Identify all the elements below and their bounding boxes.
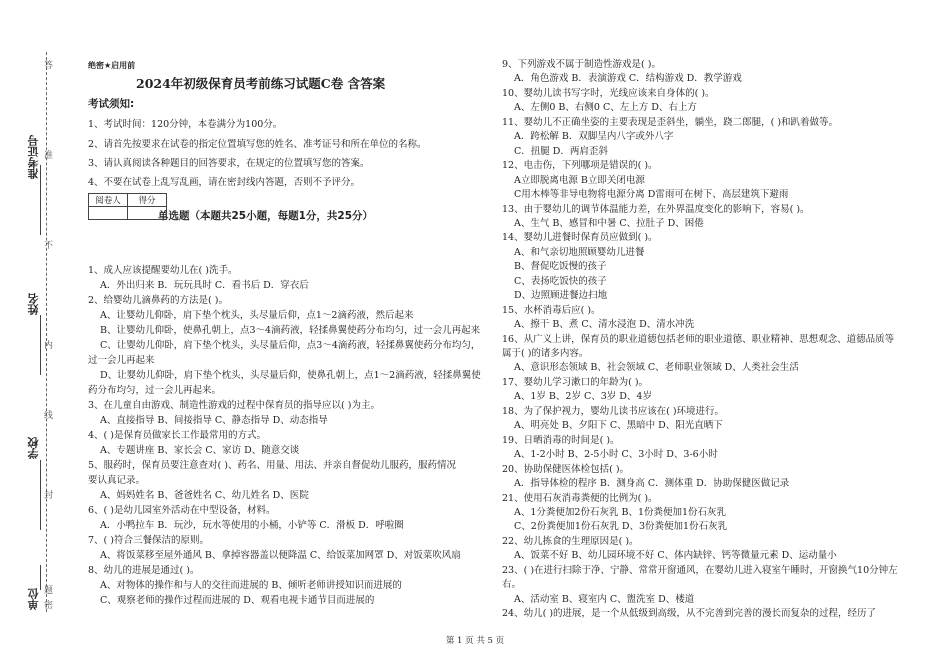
answer-option: C用木棒等非导电物将电源分离 D雷雨可在树下、高层建筑下避雨 (514, 189, 789, 201)
score-table (88, 193, 167, 220)
score-table-header: 阅卷人 (89, 194, 128, 207)
answer-option: D、边照顾进餐边扫地 (514, 290, 608, 302)
question-stem: 21、使用石灰消毒粪便的比例为( )。 (502, 492, 658, 504)
page-title: 2024年初级保育员考前练习试题C卷 含答案 (136, 76, 386, 91)
answer-option: A．跨松解 B．双脚呈内八字或外八字 (514, 131, 674, 143)
question-stem: 18、为了保护视力，婴幼儿读书应该在( )环境进行。 (502, 405, 725, 417)
notice-item: 2、请首先按要求在试卷的指定位置填写您的姓名、准考证号和所在单位的名称。 (88, 139, 427, 150)
grader-cell[interactable] (89, 207, 128, 220)
question-stem: 10、婴幼儿读书写字时，光线应该来自身体的( )。 (502, 87, 715, 99)
sidebar-label-unit: 单位 (27, 588, 40, 610)
answer-option: A．角色游戏 B．表演游戏 C．结构游戏 D．教学游戏 (514, 73, 742, 85)
question-stem: 14、婴幼儿进餐时保育员应做到( )。 (502, 232, 658, 244)
question-stem: 5、服药时，保育员要注意查对( )、药名、用量、用法、并亲自督促幼儿服药，服药情况 (88, 460, 456, 471)
answer-option: A．指导体检的程序 B．测身高 C．测体重 D．协助保健医做记录 (514, 478, 790, 490)
secret-label: 绝密★启用前 (88, 61, 136, 70)
question-stem: 1、成人应该提醒要幼儿在( )洗手。 (88, 265, 238, 276)
notice-item: 3、请认真阅读各种题目的回答要求，在规定的位置填写您的答案。 (88, 158, 370, 169)
answer-option: D、让婴幼儿仰卧，肩下垫个枕头，头尽量后仰，使鼻孔朝上，点1～2滴药液，轻揉鼻翼使 (100, 370, 481, 381)
question-stem: 24、幼儿( )的进展，是一个从低级到高级，从不完善到完善的漫长而复杂的过程，经历了 (502, 608, 877, 620)
question-stem: 17、婴幼儿学习漱口的年龄为( )。 (502, 376, 649, 388)
question-stem: 19、日晒消毒的时间是( )。 (502, 434, 620, 446)
question-stem: 12、电击伤，下列哪项是错误的( )。 (502, 160, 658, 172)
answer-option: A、明亮处 B、夕阳下 C、黑暗中 D、阳光直晒下 (514, 420, 723, 432)
question-stem: 13、由于婴幼儿的调节体温能力差，在外界温度变化的影响下，容易( )。 (502, 203, 810, 215)
question-stem: 20、协助保健医体检包括( )。 (502, 463, 630, 475)
question-stem: 7、( )符合三餐保洁的原则。 (88, 535, 209, 546)
seal-mark: 内 (42, 340, 52, 349)
answer-option: A、1分粪便加2份石灰乳 B、1份粪便加1份石灰乳 (514, 506, 727, 518)
question-stem: 2、给婴幼儿滴鼻药的方法是( )。 (88, 295, 228, 306)
sidebar-label-name: 姓名 (27, 293, 40, 315)
exam-number-field[interactable] (40, 165, 41, 235)
answer-option: 药分布均匀，过一会儿再起来。 (88, 385, 222, 396)
question-stem: 8、幼儿的进展是通过( )。 (88, 565, 200, 576)
answer-option: A、妈妈姓名 B、爸爸姓名 C、幼儿姓名 D、医院 (100, 490, 309, 501)
answer-option: C、让婴幼儿仰卧，肩下垫个枕头，头尽量后仰，点3～4滴药液，轻揉鼻翼使药分布均匀， (100, 340, 481, 351)
seal-mark: 不 (42, 240, 52, 249)
question-stem: 3、在儿童自由游戏、制造性游戏的过程中保育员的指导应以( )为主。 (88, 400, 380, 411)
score-cell[interactable] (128, 207, 167, 220)
question-stem: 11、婴幼儿不正确坐姿的主要表现是歪斜坐，躺坐，跷二郎腿，( )和趴着做等。 (502, 116, 839, 128)
answer-option: A、将饭菜移至屋外通风 B、拿掉容器盖以便降温 C、给饭菜加网罩 D、对饭菜吹风扇 (100, 550, 461, 561)
answer-option: A、1岁 B、2岁 C、3岁 D、4岁 (514, 391, 652, 403)
binding-margin (0, 0, 60, 671)
answer-option: A、让婴幼儿仰卧，肩下垫个枕头，头尽量后仰，点1～2滴药液，然后起来 (100, 310, 414, 321)
question-stem: 22、幼儿拣食的生理原因是( )。 (502, 535, 639, 547)
answer-option: A、擦干 B、煮 C、清水浸泡 D、清水冲洗 (514, 319, 695, 331)
seal-line (46, 52, 47, 612)
answer-option: C、表扬吃饭快的孩子 (514, 275, 607, 287)
answer-option: 要认真记录。 (88, 475, 146, 486)
score-table-header: 得分 (128, 194, 167, 207)
sidebar-label-school: 学校 (27, 437, 40, 459)
answer-option: B、让婴幼儿仰卧，使鼻孔朝上，点3～4滴药液，轻揉鼻翼使药分布均匀，过一会儿再起来 (100, 325, 481, 336)
answer-option: A、1-2小时 B、2-5小时 C、3小时 D、3-6小时 (514, 449, 718, 461)
answer-option: A、活动室 B、寝室内 C、盥洗室 D、楼道 (514, 593, 695, 605)
question-stem: 9、下列游戏不属于制造性游戏是( )。 (502, 59, 661, 70)
answer-option: A、意识形态领域 B、社会领域 C、老师职业领域 D、人类社会生活 (514, 362, 799, 374)
notice-item: 1、考试时间：120分钟，本卷满分为100分。 (88, 119, 283, 130)
answer-option: 过一会儿再起来 (88, 355, 155, 366)
question-stem: 4、( )是保育员做家长工作最常用的方式。 (88, 430, 266, 441)
answer-option: A、专题讲座 B、家长会 C、家访 D、随意交谈 (100, 445, 300, 456)
answer-option: 右。 (502, 579, 522, 591)
section-title: 单选题（本题共25小题，每题1分，共25分） (158, 210, 374, 222)
answer-option: A立即脱离电源 B立即关闭电源 (514, 174, 645, 186)
seal-mark: 封 (42, 490, 52, 499)
seal-mark: 准 (42, 150, 52, 159)
answer-option: C．扭腿 D．两肩歪斜 (514, 145, 608, 157)
seal-mark: 线 (42, 410, 52, 419)
seal-mark: 密 (42, 600, 52, 609)
question-stem: 23、( )在进行扫除于净、宁静、常常开窗通风，在婴幼儿进入寝室午睡时，开窗换气10分钟左 (502, 564, 898, 576)
answer-option: A、生气 B、感冒和中暑 C、拉肚子 D、困倦 (514, 217, 704, 229)
seal-mark: 题 (42, 585, 52, 594)
question-stem: 15、水杯消毒后应( )。 (502, 304, 601, 316)
sidebar-label-exam-number: 准考证号 (27, 135, 40, 179)
answer-option: C、观察老师的操作过程而进展的 D、观看电视卡通节目而进展的 (100, 595, 375, 606)
answer-option: A、饭菜不好 B、幼儿园环境不好 C、体内缺锌、钙等微量元素 D、运动量小 (514, 550, 837, 562)
answer-option: A、对物体的操作和与人的交往而进展的 B、倾听老师讲授知识而进展的 (100, 580, 402, 591)
page-footer: 第 1 页 共 5 页 (445, 636, 505, 646)
answer-option: A．外出归来 B．玩玩具时 C．看书后 D．穿衣后 (100, 280, 309, 291)
question-stem: 16、从广义上讲，保育员的职业道德包括老师的职业道德、职业精神、思想观念、道德品质等 (502, 333, 895, 345)
answer-option: A、左侧0 B、右侧0 C、左上方 D、右上方 (514, 102, 697, 114)
notice-item: 4、不要在试卷上乱写乱画，请在密封线内答题，否则不予评分。 (88, 177, 361, 188)
answer-option: A、直接指导 B、间接指导 C、静态指导 D、动态指导 (100, 415, 328, 426)
answer-option: 属于( )的诸多内容。 (502, 348, 589, 359)
answer-option: C、2份粪便加1份石灰乳 D、3份粪便加1份石灰乳 (514, 521, 728, 533)
answer-option: B、督促吃饭慢的孩子 (514, 261, 607, 273)
answer-option: A．小鸭拉车 B．玩沙，玩水等使用的小桶，小铲等 C．滑板 D．呼啦圈 (100, 520, 404, 531)
answer-option: A、和气亲切地照顾婴幼儿进餐 (514, 246, 645, 258)
seal-mark: 答 (42, 60, 52, 69)
notice-title: 考试须知: (88, 98, 135, 110)
question-stem: 6、( )是幼儿园室外活动在中型设备，材料。 (88, 505, 276, 516)
